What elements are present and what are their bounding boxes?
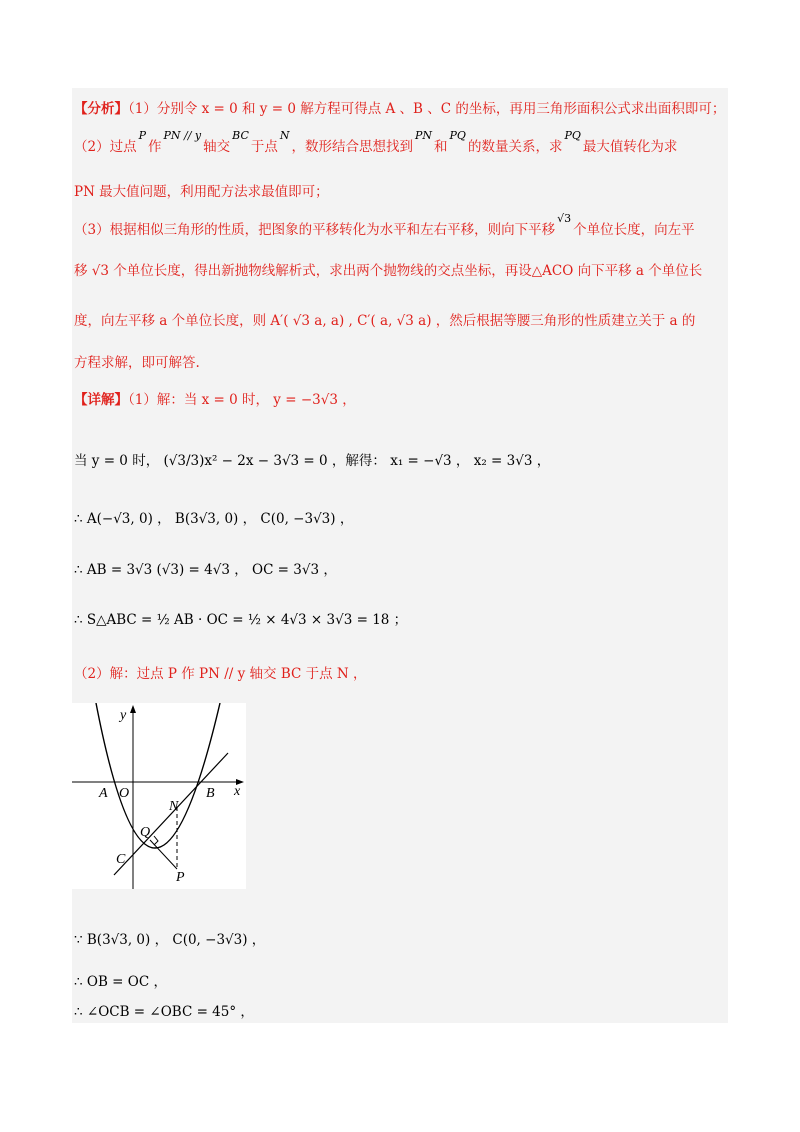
detail-line-5: ∴ S△ABC = ½ AB · OC = ½ × 4√3 × 3√3 = 18 ； [74,612,408,628]
detail-line-1: 【详解】（1）解：当 x = 0 时， y = −3√3 ， [74,392,356,408]
label-n: N [169,799,179,814]
detail-line-4: ∴ AB = 3√3 (√3) = 4√3 ， OC = 3√3 ， [74,562,337,578]
analysis-line-1: 【分析】（1）分别令 x = 0 和 y = 0 解方程可得点 A 、B 、C 的坐标，再用三角形面积公式求出面积即可； [74,101,726,117]
label-x: x [234,784,241,799]
label-y: y [120,708,127,723]
analysis-line-5: 移 √3 个单位长度，得出新抛物线解析式，求出两个抛物线的交点坐标，再设△ACO 向下平移 a 个单位长 [74,263,703,279]
detail-line-7: ∵ B(3√3, 0) ， C(0, −3√3) ， [74,932,266,948]
analysis-line-7: 方程求解，即可解答. [74,355,200,371]
label-b: B [206,786,215,801]
label-o: O [119,786,130,801]
analysis-line-3: PN 最大值问题，利用配方法求最值即可； [74,184,329,200]
detail-tag: 【详解】 [74,392,128,408]
label-q: Q [140,825,151,840]
label-p: P [176,870,185,885]
right-angle-mark [154,836,158,845]
detail-line-2: 当 y = 0 时， (√3/3)x² − 2x − 3√3 = 0 ，解得： x₁ = −√3 ， x₂ = 3√3 ， [74,453,551,469]
analysis-line-4: （3）根据相似三角形的性质，把图象的平移转化为水平和左右平移，则向下平移$^{√3}$个单位长度，向左平 [74,212,695,238]
detail-line-6: （2）解：过点 P 作 PN // y 轴交 BC 于点 N ， [74,666,367,682]
detail-line-8: ∴ OB = OC ， [74,974,167,990]
detail-line-3: ∴ A(−√3, 0) ， B(3√3, 0) ， C(0, −3√3) ， [74,511,354,527]
parabola-figure-svg [72,703,246,889]
analysis-tag: 【分析】 [74,101,128,117]
detail-line-9: ∴ ∠OCB = ∠OBC = 45° ， [74,1004,254,1020]
line-bc [114,753,228,875]
parabola-curve [96,703,220,848]
analysis-line-2: （2）过点$^P$作$^{PN // y}$轴交$^{BC}$于点$^N$，数形结合思想找到$^{PN}$和$^{PQ}$的数量关系，求$^{PQ}$最大值转化为求 [74,129,678,155]
label-c: C [116,852,126,867]
analysis-line-6: 度，向左平移 a 个单位长度，则 A′( √3 a, a) , C′( a, √3 a) ，然后根据等腰三角形的性质建立关于 a 的 [74,313,696,329]
y-axis-arrow [130,705,136,713]
label-a: A [99,786,108,801]
parabola-figure [72,703,246,889]
